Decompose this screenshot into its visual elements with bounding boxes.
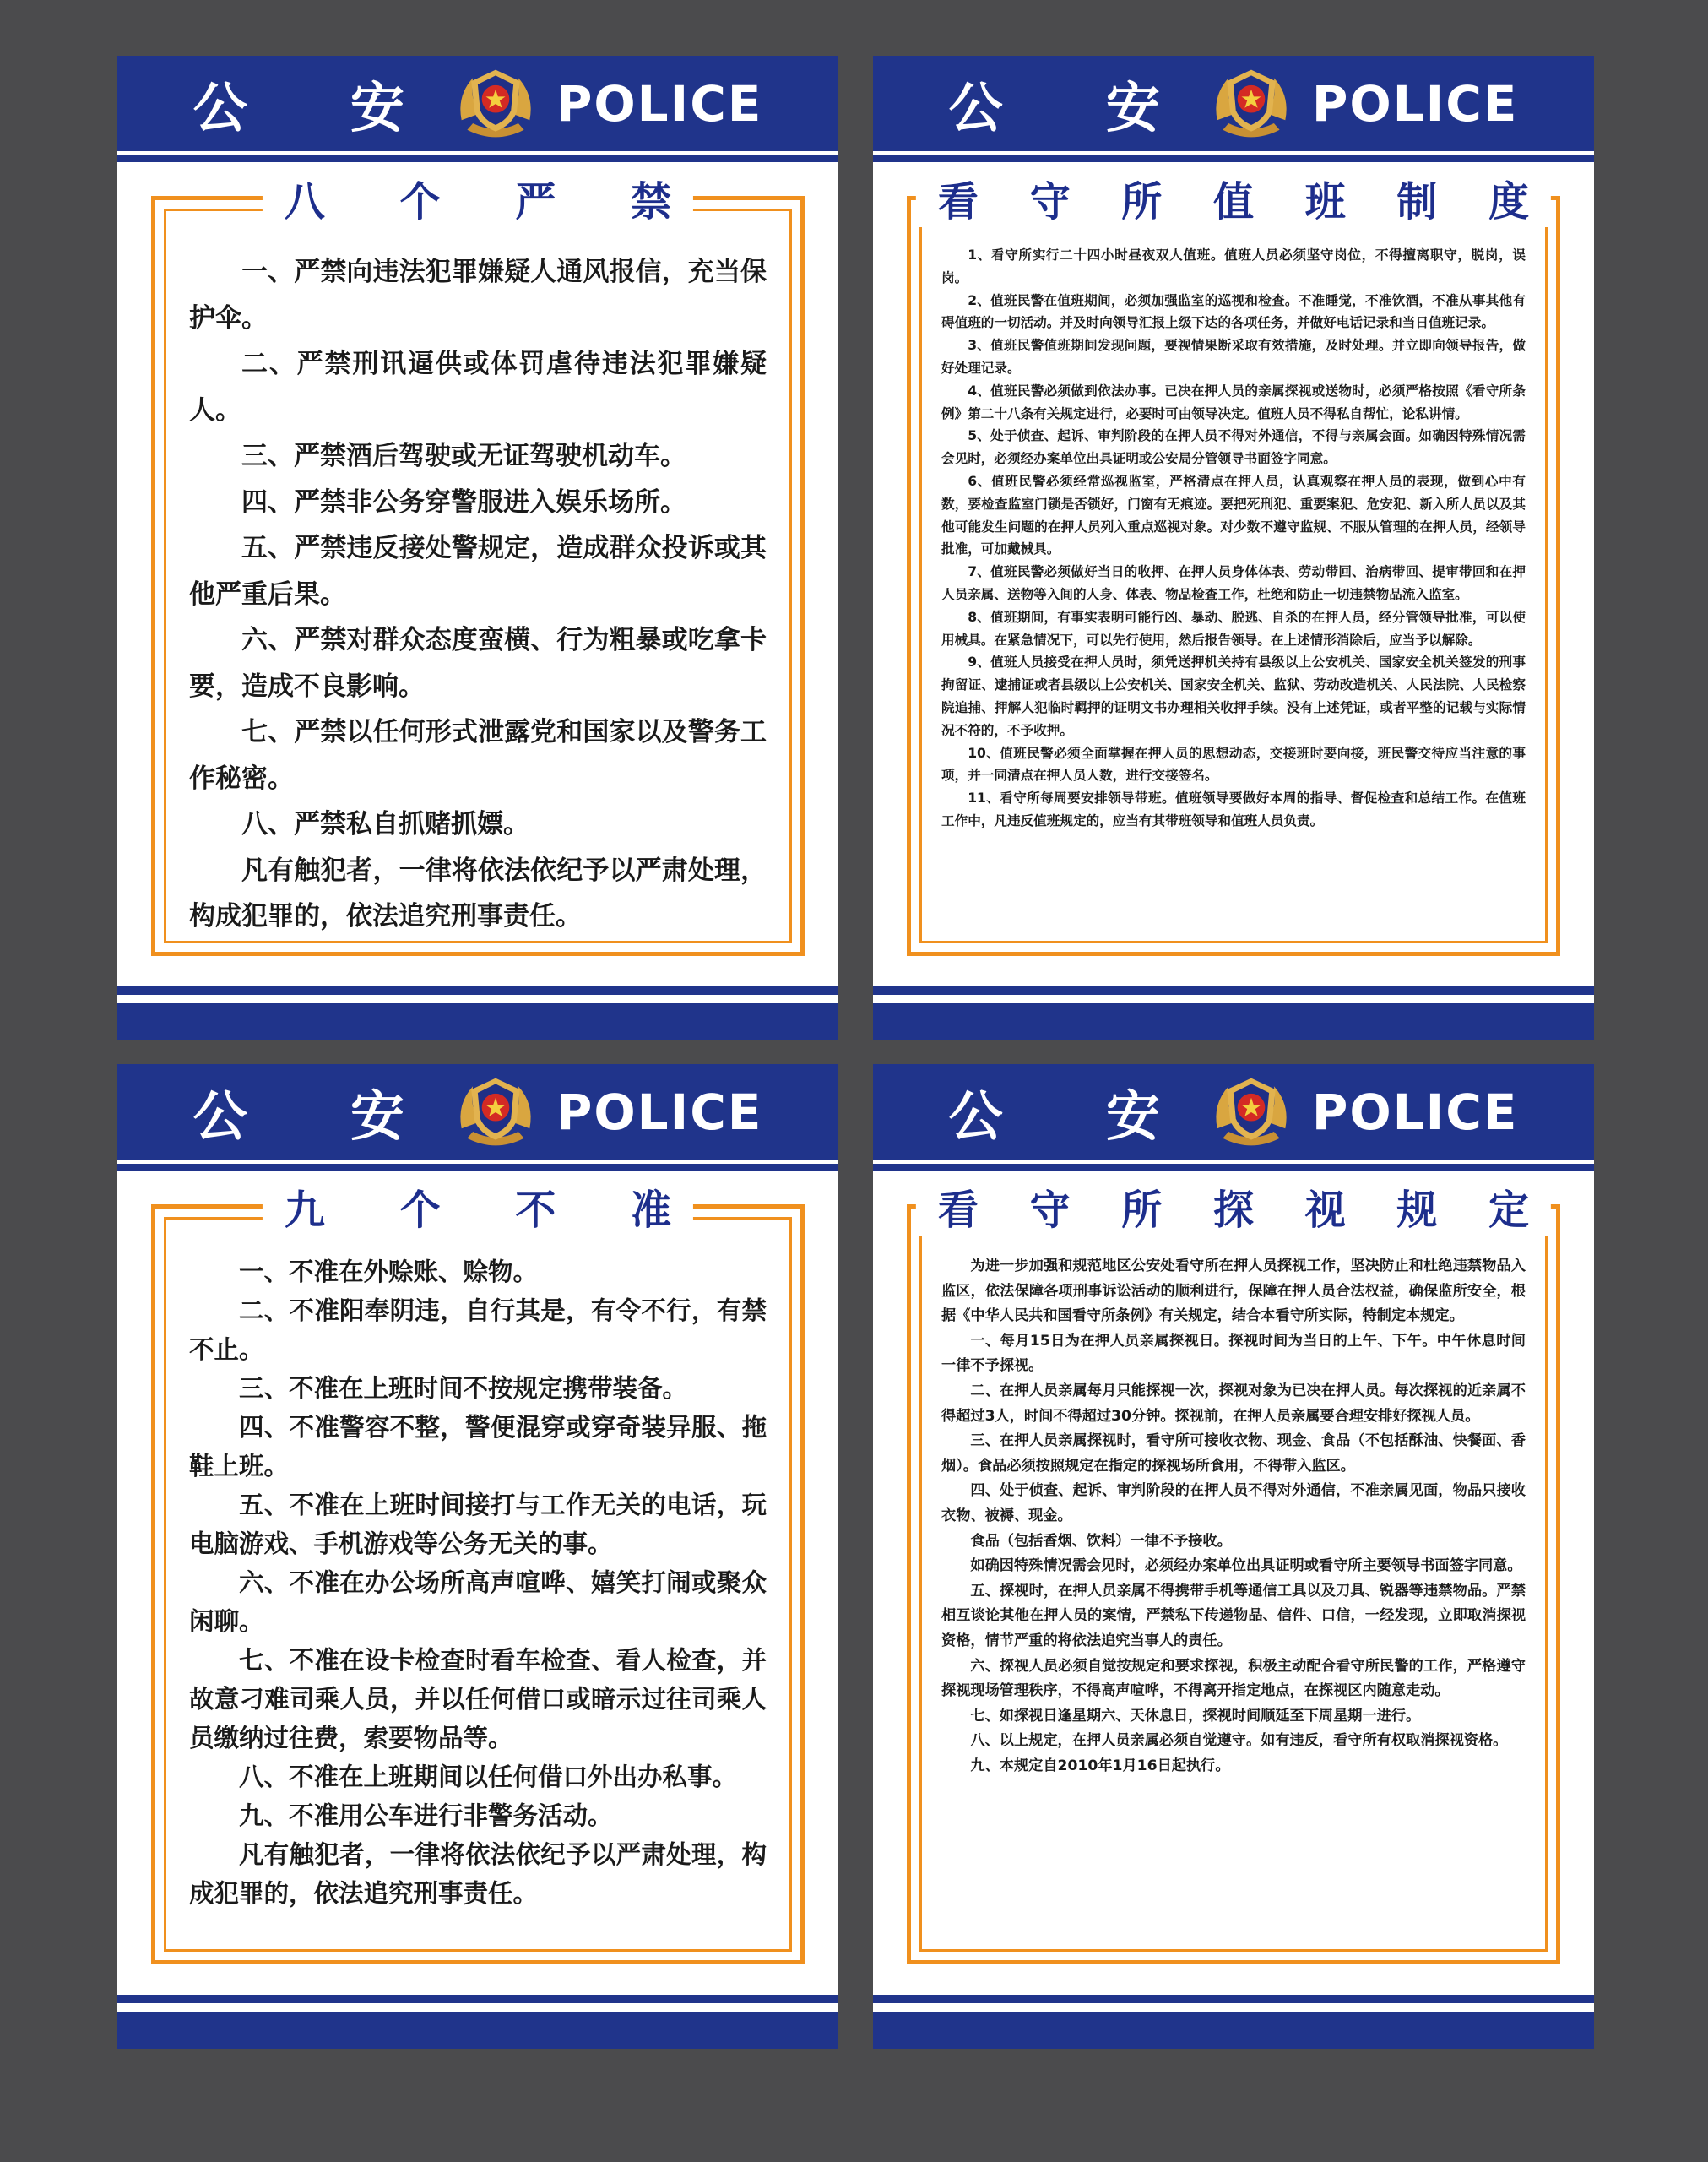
paragraph: 7、值班民警必须做好当日的收押、在押人员身体体表、劳动带回、治病带回、提审带回和在押人员亲属、送物等入间的人身、体表、物品检查工作，杜绝和防止一切违禁物品流入监室。 [941, 564, 1526, 602]
paragraph: 一、严禁向违法犯罪嫌疑人通风报信，充当保护伞。 [189, 257, 767, 334]
paragraph: 五、探视时，在押人员亲属不得携带手机等通信工具以及刀具、锐器等违禁物品。严禁相互谈论其他在押人员的案情，严禁私下传递物品、信件、口信，一经发现，立即取消探视资格，情节严重的将依法追究当事人的责任。 [941, 1582, 1526, 1649]
paragraph: 五、严禁违反接处警规定，造成群众投诉或其他严重后果。 [189, 533, 767, 610]
board-header [117, 1064, 838, 1160]
footer-band [117, 1003, 838, 1040]
paragraph: 七、如探视日逢星期六、天休息日，探视时间顺延至下周星期一进行。 [970, 1707, 1421, 1725]
board-eight-prohibitions [117, 56, 838, 1040]
police-emblem-icon [1211, 1072, 1292, 1153]
orange-frame [907, 177, 1560, 956]
paragraph: 为进一步加强和规范地区公安处看守所在押人员探视工作，坚决防止和杜绝违禁物品入监区，依法保障各项刑事诉讼活动的顺利进行，保障在押人员合法权益，确保监所安全，根据《中华人民共和国看守所条例》有关规定，结合本看守所实际，特制定本规定。 [941, 1258, 1526, 1325]
paragraph: 三、严禁酒后驾驶或无证驾驶机动车。 [241, 441, 686, 471]
paragraph: 如确因特殊情况需会见时，必须经办案单位出具证明或看守所主要领导书面签字同意。 [970, 1557, 1522, 1575]
paragraph: 九、不准用公车进行非警务活动。 [239, 1801, 613, 1830]
board-nine-prohibitions [117, 1064, 838, 2049]
paragraph: 10、值班民警必须全面掌握在押人员的思想动态，交接班时要向接，班民警交待应当注意的事项，并一同清点在押人员人数，进行交接签名。 [941, 745, 1526, 784]
paragraph: 一、不准在外赊账、赊物。 [239, 1258, 539, 1286]
board-visitation-rules [873, 1064, 1594, 2049]
header-police-text: POLICE [556, 1083, 763, 1141]
paragraph: 9、值班人员接受在押人员时，须凭送押机关持有县级以上公安机关、国家安全机关签发的刑事拘留证、逮捕证或者县级以上公安机关、国家安全机关、监狱、劳动改造机关、人民法院、人民检察院追捕、押解人犯临时羁押的证明文书办理相关收押手续。没有上述凭证，或者平整的记载与实际情况不符的，不予收押。 [941, 655, 1526, 738]
board-title: 看 守 所 探 视 规 定 [937, 1186, 1548, 1234]
title-wrap [263, 168, 702, 227]
board-content [189, 1252, 767, 1913]
board-title: 看 守 所 值 班 制 度 [937, 177, 1548, 225]
footer-band [117, 2012, 838, 2049]
paragraph: 七、不准在设卡检查时看车检查、看人检查，并故意刁难司乘人员，并以任何借口或暗示过往司乘人员缴纳过往费，索要物品等。 [189, 1646, 767, 1752]
paragraph: 1、看守所实行二十四小时昼夜双人值班。值班人员必须坚守岗位，不得擅离职守，脱岗，误岗。 [941, 247, 1526, 285]
paragraph: 6、值班民警必须经常巡视监室，严格清点在押人员，认真观察在押人员的表现，做到心中有数，要检查监室门锁是否锁好，门窗有无痕迹。要把死刑犯、重要案犯、危安犯、新入所人员以及其他可能发生问题的在押人员列入重点巡视对象。对少数不遵守监规、不服从管理的在押人员，经领导批准，可加戴械具。 [941, 473, 1526, 557]
paragraph: 七、严禁以任何形式泄露党和国家以及警务工作秘密。 [189, 717, 767, 794]
paragraph: 二、在押人员亲属每月只能探视一次，探视对象为已决在押人员。每次探视的近亲属不得超过3人，时间不得超过30分钟。探视前，在押人员亲属要合理安排好探视人员。 [941, 1382, 1526, 1425]
police-emblem-icon [455, 63, 536, 144]
footer-divider-line [873, 986, 1594, 995]
footer-divider-line [873, 1995, 1594, 2003]
footer-band [873, 2012, 1594, 2049]
board-duty-system [873, 56, 1594, 1040]
paragraph: 四、处于侦查、起诉、审判阶段的在押人员不得对外通信，不准亲属见面，物品只接收衣物、被褥、现金。 [941, 1482, 1526, 1524]
paragraph: 六、严禁对群众态度蛮横、行为粗暴或吃拿卡要，造成不良影响。 [189, 625, 767, 702]
title-wrap [916, 1176, 1551, 1236]
paragraph: 八、以上规定，在押人员亲属必须自觉遵守。如有违反，看守所有权取消探视资格。 [970, 1732, 1508, 1750]
paragraph: 八、严禁私自抓赌抓嫖。 [241, 809, 529, 839]
paragraph: 八、不准在上班期间以任何借口外出办私事。 [239, 1763, 738, 1791]
paragraph: 2、值班民警在值班期间，必须加强监室的巡视和检查。不准睡觉，不准饮酒，不准从事其他有碍值班的一切活动。并及时向领导汇报上级下达的各项任务，并做好电话记录和当日值班记录。 [941, 292, 1526, 331]
paragraph: 三、不准在上班时间不按规定携带装备。 [239, 1374, 688, 1403]
footer-band [873, 1003, 1594, 1040]
paragraph: 五、不准在上班时间接打与工作无关的电话，玩电脑游戏、手机游戏等公务无关的事。 [189, 1491, 767, 1558]
paragraph: 8、值班期间，有事实表明可能行凶、暴动、脱逃、自杀的在押人员，经分管领导批准，可以使用械具。在紧急情况下，可以先行使用，然后报告领导。在上述情形消除后，应当予以解除。 [941, 609, 1526, 648]
orange-frame [907, 1186, 1560, 1964]
board-header [873, 56, 1594, 151]
paragraph: 二、严禁刑讯逼供或体罚虐待违法犯罪嫌疑人。 [189, 349, 767, 426]
header-gongan-text: 公 安 [192, 77, 447, 140]
paragraph: 四、不准警容不整，警便混穿或穿奇装异服、拖鞋上班。 [189, 1413, 767, 1480]
header-divider-line [873, 1164, 1594, 1171]
footer-divider-line [117, 986, 838, 995]
board-header [117, 56, 838, 151]
police-emblem-icon [455, 1072, 536, 1153]
header-gongan-text: 公 安 [948, 77, 1202, 140]
paragraph: 3、值班民警值班期间发现问题，要视情果断采取有效措施，及时处理。并立即向领导报告，做好处理记录。 [941, 338, 1526, 376]
paragraph: 食品（包括香烟、饮料）一律不予接收。 [970, 1532, 1232, 1550]
board-title: 八 个 严 禁 [284, 177, 702, 225]
paragraph: 二、不准阳奉阴违，自行其是，有令不行，有禁不止。 [189, 1296, 767, 1364]
board-content [941, 244, 1526, 833]
orange-frame [151, 1186, 805, 1964]
header-gongan-text: 公 安 [192, 1085, 447, 1149]
police-emblem-icon [1211, 63, 1292, 144]
paragraph: 九、本规定自2010年1月16日起执行。 [970, 1757, 1230, 1774]
header-gongan-text: 公 安 [948, 1085, 1202, 1149]
paragraph: 四、严禁非公务穿警服进入娱乐场所。 [241, 486, 686, 518]
header-divider-line [873, 155, 1594, 162]
orange-frame [151, 177, 805, 956]
paragraph: 凡有触犯者，一律将依法依纪予以严肃处理，构成犯罪的，依法追究刑事责任。 [189, 1840, 767, 1908]
paragraph: 5、处于侦查、起诉、审判阶段的在押人员不得对外通信，不得与亲属会面。如确因特殊情况需会见时，必须经办案单位出具证明或公安局分管领导书面签字同意。 [941, 428, 1526, 467]
title-wrap [263, 1176, 702, 1236]
board-content [941, 1254, 1526, 1779]
paragraph: 三、在押人员亲属探视时，看守所可接收衣物、现金、食品（不包括酥油、快餐面、香烟）。食品必须按照规定在指定的探视场所食用，不得带入监区。 [941, 1432, 1526, 1475]
board-content [189, 249, 767, 940]
header-police-text: POLICE [1311, 1083, 1519, 1141]
header-divider-line [117, 155, 838, 162]
footer-divider-line [117, 1995, 838, 2003]
header-police-text: POLICE [1311, 74, 1519, 133]
paragraph: 11、看守所每周要安排领导带班。值班领导要做好本周的指导、督促检查和总结工作。在值班工作中，凡违反值班规定的，应当有其带班领导和值班人员负责。 [941, 790, 1526, 828]
paragraph: 六、探视人员必须自觉按规定和要求探视，积极主动配合看守所民警的工作，严格遵守探视现场管理秩序，不得高声喧哗，不得离开指定地点，在探视区内随意走动。 [941, 1657, 1526, 1700]
board-title: 九 个 不 准 [284, 1186, 702, 1234]
paragraph: 一、每月15日为在押人员亲属探视日。探视时间为当日的上午、下午。中午休息时间一律不予探视。 [941, 1332, 1526, 1375]
paragraph: 六、不准在办公场所高声喧哗、嬉笑打闹或聚众闲聊。 [189, 1568, 767, 1636]
title-wrap [916, 168, 1551, 227]
paragraph: 凡有触犯者，一律将依法依纪予以严肃处理，构成犯罪的，依法追究刑事责任。 [189, 855, 767, 932]
paragraph: 4、值班民警必须做到依法办事。已决在押人员的亲属探视或送物时，必须严格按照《看守所条例》第二十八条有关规定进行，必要时可由领导决定。值班人员不得私自帮忙，论私讲情。 [941, 383, 1526, 421]
header-police-text: POLICE [556, 74, 763, 133]
board-header [873, 1064, 1594, 1160]
header-divider-line [117, 1164, 838, 1171]
